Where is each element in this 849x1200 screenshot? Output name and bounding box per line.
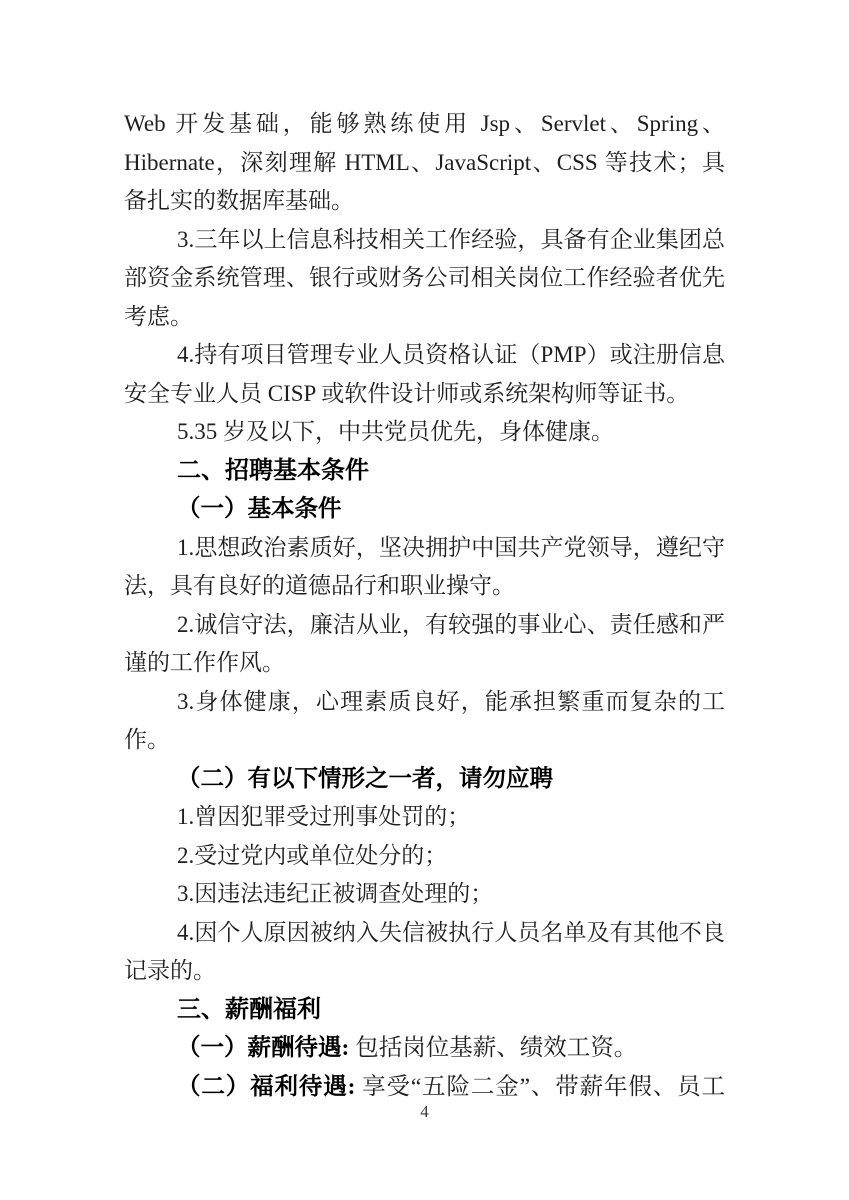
paragraph: 1.思想政治素质好，坚决拥护中国共产党领导，遵纪守法，具有良好的道德品行和职业操守。 [124, 534, 725, 598]
paragraph: Web 开发基础，能够熟练使用 Jsp、Servlet、Spring、Hibernate，深刻理解 HTML、JavaScript、CSS 等技术；具备扎实的数据库基础。 [124, 111, 725, 213]
paragraph-lead: （一）薪酬待遇: [177, 1035, 350, 1061]
paragraph: 2.受过党内或单位处分的； [177, 842, 448, 868]
paragraph-lead: （二）福利待遇: [177, 1073, 356, 1100]
paragraph: 5.35 岁及以下，中共党员优先，身体健康。 [177, 419, 614, 444]
paragraph-text: 享受“五险二金”、带薪年假、员工 [355, 1073, 725, 1100]
paragraph: 2.诚信守法，廉洁从业，有较强的事业心、责任感和严谨的工作作风。 [124, 611, 725, 675]
section-heading: 三、薪酬福利 [177, 995, 321, 1023]
subsection-heading: （二）有以下情形之一者，请勿应聘 [177, 765, 553, 792]
subsection-heading: （一）基本条件 [177, 496, 342, 522]
paragraph: 3.因违法违纪正被调查处理的； [177, 881, 494, 906]
subsection-heading [124, 1068, 725, 1107]
subsection-heading [124, 1029, 725, 1068]
paragraph: 3.身体健康，心理素质良好，能承担繁重而复杂的工作。 [124, 688, 725, 752]
paragraph: 3.三年以上信息科技相关工作经验，具备有企业集团总部资金系统管理、银行或财务公司相关岗位工作经验者优先考虑。 [124, 226, 725, 329]
paragraph: 4.因个人原因被纳入失信被执行人员名单及有其他不良记录的。 [124, 919, 725, 983]
paragraph-text: 包括岗位基薪、绩效工资。 [349, 1035, 638, 1061]
document-content [124, 105, 725, 1106]
page-number: 4 [420, 1102, 429, 1121]
section-heading: 二、招聘基本条件 [177, 456, 369, 484]
paragraph: 1.曾因犯罪受过刑事处罚的； [177, 804, 471, 829]
paragraph: 4.持有项目管理专业人员资格认证（PMP）或注册信息安全专业人员 CISP 或软件设计师或系统架构师等证书。 [124, 342, 725, 406]
